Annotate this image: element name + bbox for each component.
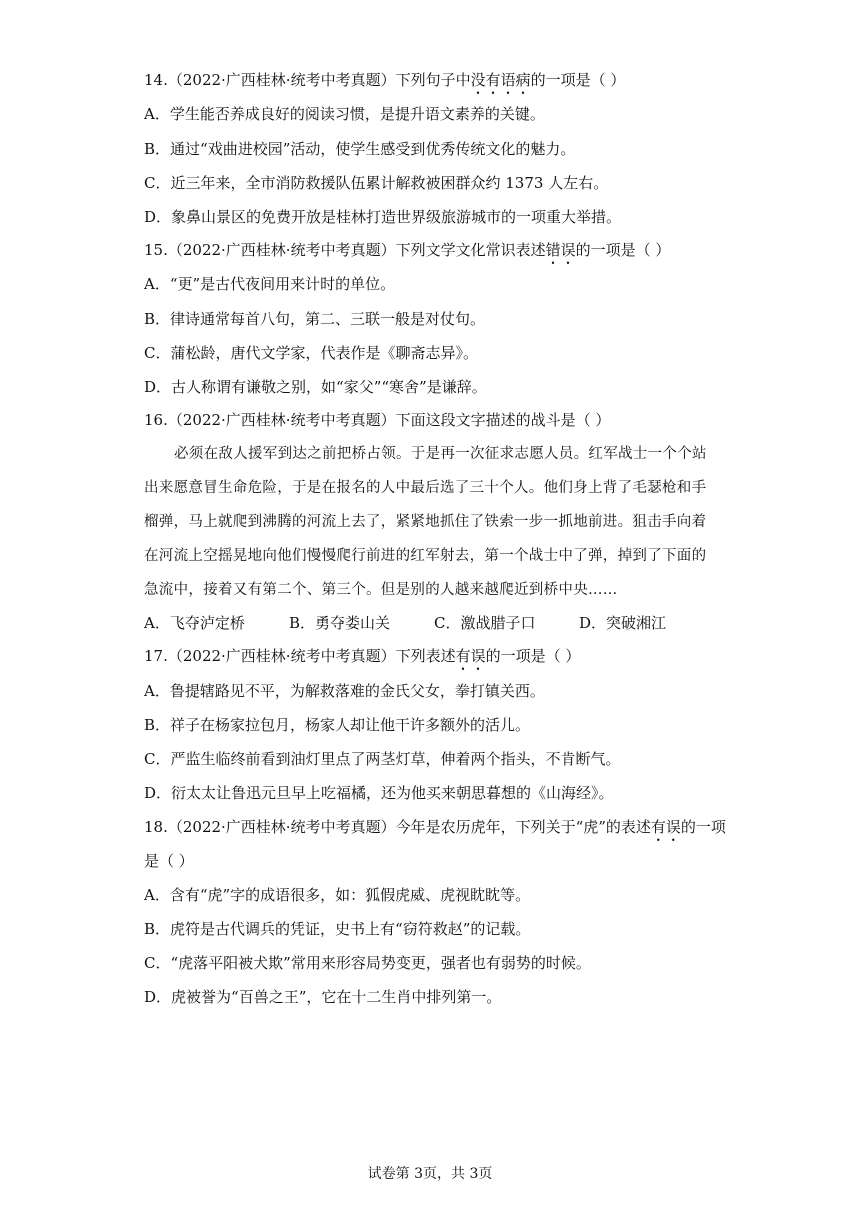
question-18-option-c: C．“虎落平阳被犬欺”常用来形容局势变更，强者也有弱势的时候。 <box>144 954 591 972</box>
question-17-option-b: B．祥子在杨家拉包月，杨家人却让他干许多额外的活儿。 <box>144 716 531 734</box>
question-17-option-d: D．衍太太让鲁迅元旦早上吃福橘，还为他买来朝思暮想的《山海经》。 <box>144 784 614 802</box>
passage-line: 急流中，接着又有第二个、第三个。但是别的人越来越爬近到桥中央…… <box>144 582 618 598</box>
question-18-stem: 18.（2022·广西桂林·统考中考真题）今年是农历虎年，下列关于“虎”的表述有误的一项 <box>144 818 726 836</box>
question-18-stem-continued: 是（ ） <box>144 852 194 870</box>
question-14-option-a: A．学生能否养成良好的阅读习惯，是提升语文素养的关键。 <box>144 105 545 123</box>
emphasis-mark: 错误 <box>545 241 576 259</box>
passage-line: 榴弹，马上就爬到沸腾的河流上去了，紧紧地抓住了铁索一步一抓地前进。狙击手向着 <box>144 514 707 530</box>
question-16-option-b: B．勇夺娄山关 <box>289 614 391 632</box>
question-17-option-a: A．鲁提辖路见不平，为解救落难的金氏父女，拳打镇关西。 <box>144 682 545 700</box>
emphasis-mark: 有误 <box>650 818 681 836</box>
question-15-option-b: B．律诗通常每首八句，第二、三联一般是对仗句。 <box>144 310 486 328</box>
passage-line: 必须在敌人援军到达之前把桥占领。于是再一次征求志愿人员。红军战士一个个站 <box>174 446 707 462</box>
passage-line: 出来愿意冒生命危险，于是在报名的人中最后选了三十个人。他们身上背了毛瑟枪和手 <box>144 480 707 496</box>
question-14-option-b: B．通过“戏曲进校园”活动，使学生感受到优秀传统文化的魅力。 <box>144 140 576 158</box>
question-14-option-d: D．象鼻山景区的免费开放是桂林打造世界级旅游城市的一项重大举措。 <box>144 208 622 226</box>
question-16-option-a: A．飞夺泸定桥 <box>144 614 245 632</box>
question-14-stem: 14.（2022·广西桂林·统考中考真题）下列句子中没有语病的一项是（ ） <box>144 71 626 89</box>
question-15-option-c: C．蒲松龄，唐代文学家，代表作是《聊斋志异》。 <box>144 344 478 362</box>
question-17-stem: 17.（2022·广西桂林·统考中考真题）下列表述有误的一项是（ ） <box>144 647 581 665</box>
question-15-option-d: D．古人称谓有谦敬之别，如“家父”“寒舍”是谦辞。 <box>144 378 487 396</box>
emphasis-mark: 没有语病 <box>470 71 531 89</box>
question-14-option-c: C．近三年来，全市消防救援队伍累计解救被困群众约 1373 人左右。 <box>144 174 609 192</box>
question-18-option-d: D．虎被誉为“百兽之王”，它在十二生肖中排列第一。 <box>144 988 502 1006</box>
question-18-option-b: B．虎符是古代调兵的凭证，史书上有“窃符救赵”的记载。 <box>144 920 531 938</box>
emphasis-mark: 有误 <box>455 647 486 665</box>
question-16-option-c: C．激战腊子口 <box>434 614 536 632</box>
question-15-option-a: A．“更”是古代夜间用来计时的单位。 <box>144 275 396 293</box>
question-18-option-a: A．含有“虎”字的成语很多，如：狐假虎威、虎视眈眈等。 <box>144 886 531 904</box>
passage-line: 在河流上空摇晃地向他们慢慢爬行前进的红军射去，第一个战士中了弹，掉到了下面的 <box>144 548 707 564</box>
question-15-stem: 15.（2022·广西桂林·统考中考真题）下列文学文化常识表述错误的一项是（ ） <box>144 241 671 259</box>
page-footer: 试卷第 3页，共 3页 <box>367 1166 493 1182</box>
question-16-options <box>144 613 724 633</box>
question-17-option-c: C．严监生临终前看到油灯里点了两茎灯草，伸着两个指头，不肯断气。 <box>144 750 621 768</box>
question-16-stem: 16.（2022·广西桂林·统考中考真题）下面这段文字描述的战斗是（ ） <box>144 411 611 429</box>
question-16-option-d: D．突破湘江 <box>579 614 667 632</box>
